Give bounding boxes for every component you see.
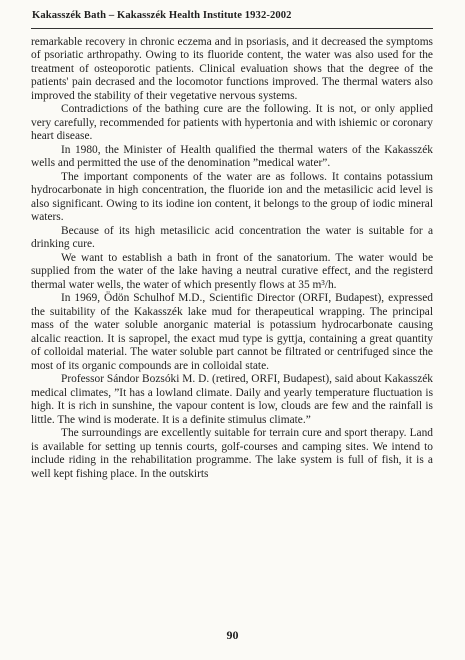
- paragraph: The important components of the water are as follows. It contains potassium hydrocarbonate in high concentration, the fluoride ion and the metasilicic acid level is also significant. Owing to its iodine ion content, it belongs to the group of iodic mineral waters.: [31, 170, 433, 224]
- paragraph: remarkable recovery in chronic eczema and in psoriasis, and it decreased the symptoms of psoriatic arthropathy. Owing to its fluoride content, the water was also used for the treatment of osteoporotic patients. Clinical evaluation shows that the degree of the patients' pain decrased and the locomotor functions improved. The thermal waters also improved the stability of their vegetative nervous systems.: [31, 36, 433, 102]
- paragraph: Contradictions of the bathing cure are the following. It is not, or only applied very carefully, recommended for patients with hypertonia and with ishiemic or coronary heart disease.: [31, 103, 433, 143]
- running-header: Kakasszék Bath – Kakasszék Health Institute 1932-2002: [32, 10, 292, 21]
- page-number: 90: [226, 628, 239, 642]
- paragraph: Because of its high metasilicic acid concentration the water is suitable for a drinking cure.: [31, 224, 433, 251]
- paragraph: Professor Sándor Bozsóki M. D. (retired, ORFI, Budapest), said about Kakasszék medical climates, ”It has a lowland climate. Daily and yearly temperature fluctuation is high. It is rich in sunshine, the vapour content is low, clouds are few and the rainfall is little. The wind is moderate. It is a definite stimulus climate.”: [31, 373, 433, 426]
- paragraph: We want to establish a bath in front of the sanatorium. The water would be supplied from the water of the lake having a neutral curative effect, and the registerd thermal water wells, the water of which presently flows at 35 m³/h.: [31, 251, 433, 291]
- header-rule: [31, 28, 433, 29]
- paragraph: In 1969, Ödön Schulhof M.D., Scientific Director (ORFI, Budapest), expressed the suitability of the Kakasszék lake mud for therapeutical wrapping. The principal mass of the water soluble anorganic material is potassium hydrocarbonate causing alcalic reaction. It is sapropel, the exact mud type is gyttja, containing a great quantity of colloidal material. The water soluble part cannot be filtrated or centrifuged since the most of its organic compounds are in colloidal state.: [31, 292, 433, 372]
- body-text: [31, 36, 433, 481]
- paragraph: The surroundings are excellently suitable for terrain cure and sport therapy. Land is available for setting up tennis courts, golf-courses and camping sites. We intend to include riding in the rehabilitation programme. The lake system is full of fish, it is a well kept fishing place. In the outskirts: [31, 427, 433, 480]
- paragraph: In 1980, the Minister of Health qualified the thermal waters of the Kakasszék wells and permitted the use of the denomination ”medical water”.: [31, 143, 433, 170]
